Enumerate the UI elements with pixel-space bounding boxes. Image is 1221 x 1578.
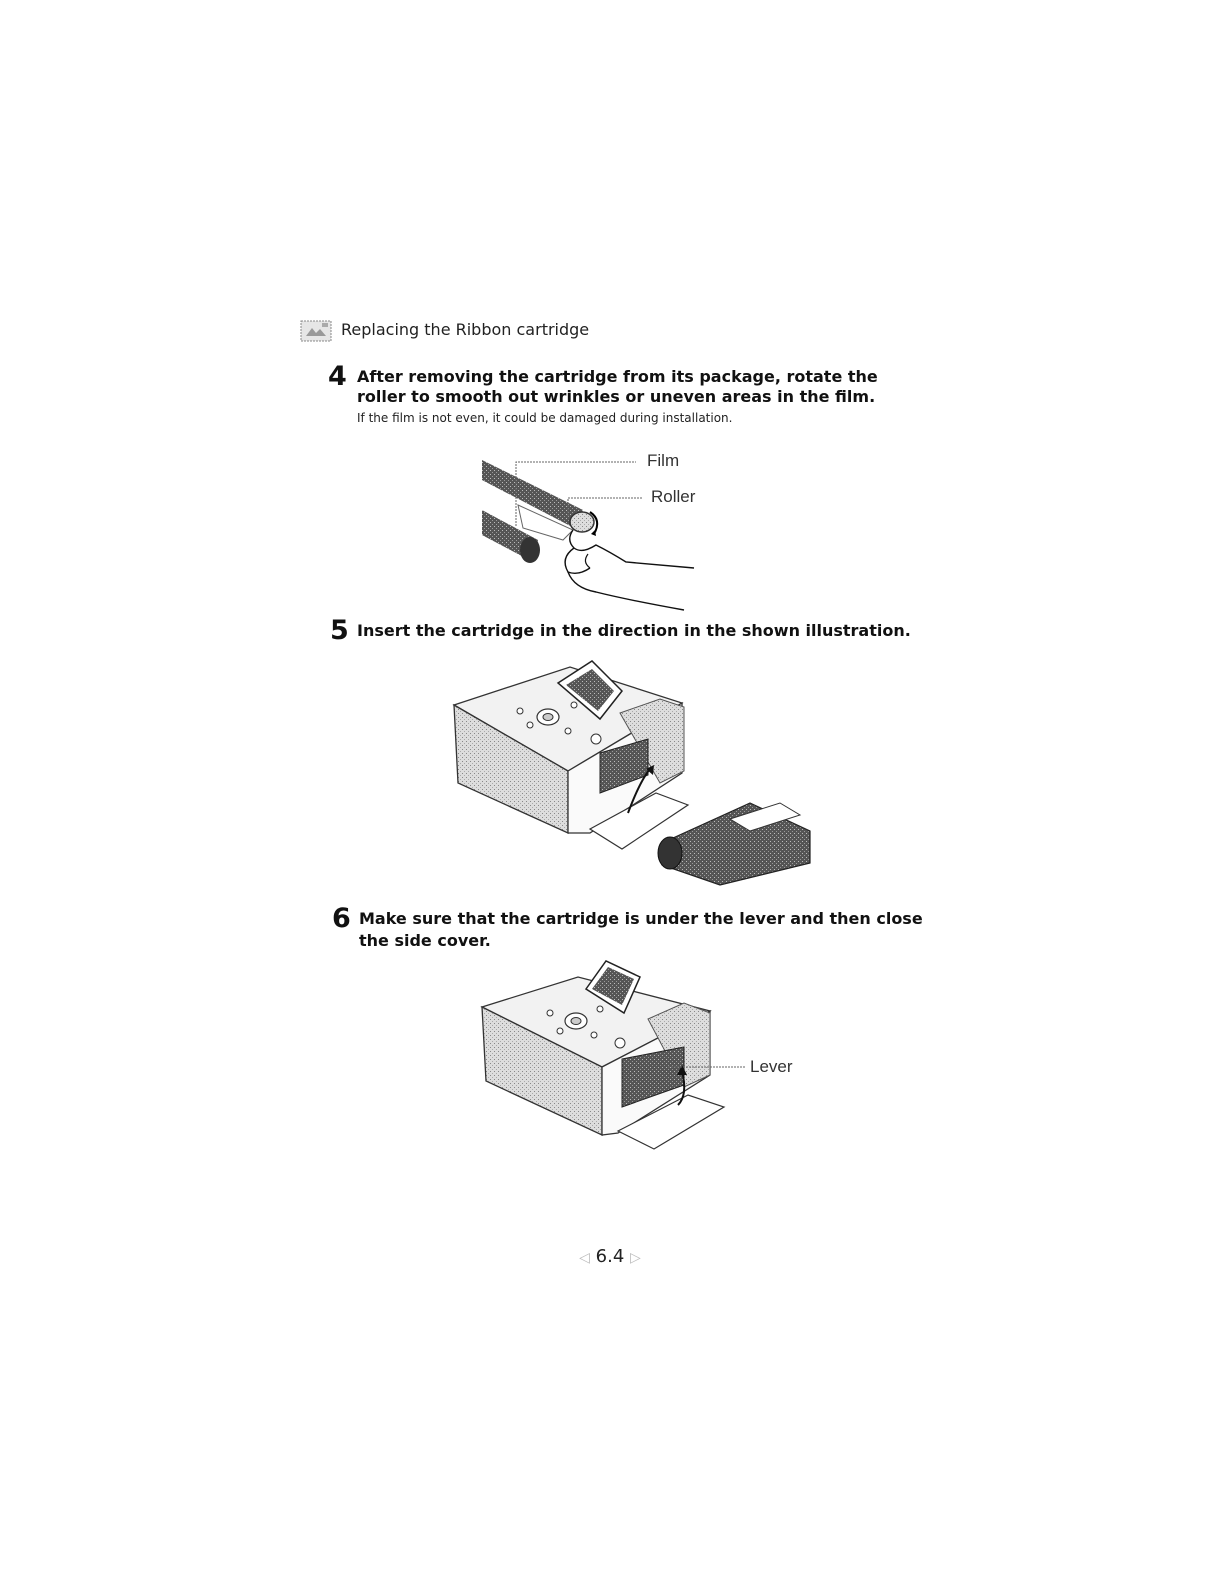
lever-callout: Lever	[750, 1057, 793, 1076]
section-title: Replacing the Ribbon cartridge	[341, 320, 590, 339]
printer-insert-illustration	[450, 653, 822, 893]
step-5-text: Insert the cartridge in the direction in the shown illustration.	[357, 621, 911, 640]
printer-lever-illustration	[478, 955, 758, 1155]
step-4-note: If the film is not even, it could be damaged during installation.	[357, 411, 733, 425]
film-callout: Film	[647, 451, 680, 470]
page-number-value: 6.4	[595, 1246, 625, 1267]
step-6-text-line1: Make sure that the cartridge is under the lever and then close	[359, 909, 923, 928]
step-4-text-line2: roller to smooth out wrinkles or uneven areas in the film.	[357, 387, 876, 406]
next-page-icon[interactable]: ▷	[630, 1250, 641, 1266]
section-icon	[300, 320, 332, 342]
cartridge-roller-illustration	[478, 450, 708, 615]
step-6-text-line2: the side cover.	[359, 931, 491, 950]
step-6-number: 6	[332, 903, 351, 934]
page-number	[540, 1246, 680, 1267]
step-4-text-line1: After removing the cartridge from its package, rotate the	[357, 367, 878, 386]
step-5-number: 5	[330, 615, 349, 646]
roller-callout: Roller	[651, 487, 696, 506]
previous-page-icon[interactable]: ◁	[579, 1250, 590, 1266]
step-4-number: 4	[328, 361, 347, 392]
